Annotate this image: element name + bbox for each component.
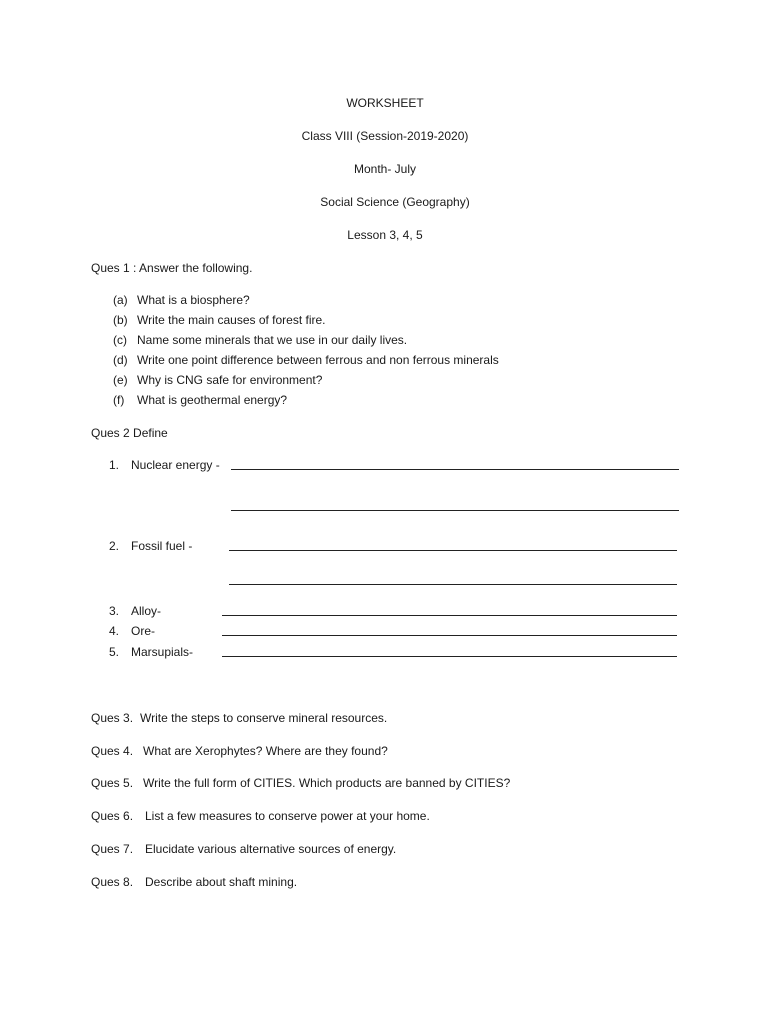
q1-item-d: Write one point difference between ferrous and non ferrous minerals bbox=[137, 353, 499, 367]
answer-line[interactable] bbox=[231, 469, 679, 470]
q2-term-ore: Ore- bbox=[131, 624, 155, 638]
q1-marker: (d) bbox=[113, 353, 128, 367]
answer-line[interactable] bbox=[222, 656, 677, 657]
question-text: Write the steps to conserve mineral resources. bbox=[140, 711, 388, 725]
answer-line[interactable] bbox=[222, 615, 677, 616]
q2-term-nuclear-energy: Nuclear energy - bbox=[131, 458, 220, 472]
question-label: Ques 6. bbox=[91, 809, 134, 823]
answer-line[interactable] bbox=[229, 584, 677, 585]
q2-marker: 2. bbox=[109, 539, 120, 553]
question-text: What are Xerophytes? Where are they found? bbox=[143, 744, 388, 758]
question-label: Ques 4. bbox=[91, 744, 134, 758]
q2-term-fossil-fuel: Fossil fuel - bbox=[131, 539, 193, 553]
subject-label: Social Science (Geography) bbox=[320, 195, 470, 209]
question-text: Elucidate various alternative sources of energy. bbox=[145, 842, 397, 856]
q2-term-alloy: Alloy- bbox=[131, 604, 162, 618]
question-label: Ques 3. bbox=[91, 711, 134, 725]
q1-marker: (f) bbox=[113, 393, 125, 407]
answer-line[interactable] bbox=[222, 635, 677, 636]
q1-marker: (e) bbox=[113, 373, 128, 387]
lesson-label: Lesson 3, 4, 5 bbox=[347, 228, 423, 242]
answer-line[interactable] bbox=[229, 550, 677, 551]
question-text: Write the full form of CITIES. Which products are banned by CITIES? bbox=[143, 776, 511, 790]
q1-item-b: Write the main causes of forest fire. bbox=[137, 313, 326, 327]
q1-marker: (c) bbox=[113, 333, 127, 347]
q1-heading: Ques 1 : Answer the following. bbox=[91, 261, 253, 275]
q2-marker: 5. bbox=[109, 645, 120, 659]
q1-item-f: What is geothermal energy? bbox=[137, 393, 288, 407]
q2-heading: Ques 2 Define bbox=[91, 426, 168, 440]
question-label: Ques 5. bbox=[91, 776, 134, 790]
q2-marker: 1. bbox=[109, 458, 120, 472]
month-label: Month- July bbox=[353, 162, 417, 176]
q1-marker: (b) bbox=[113, 313, 128, 327]
answer-line[interactable] bbox=[231, 510, 679, 511]
q1-item-e: Why is CNG safe for environment? bbox=[137, 373, 323, 387]
question-label: Ques 8. bbox=[91, 875, 134, 889]
q1-item-a: What is a biosphere? bbox=[137, 293, 250, 307]
question-text: Describe about shaft mining. bbox=[145, 875, 298, 889]
question-label: Ques 7. bbox=[91, 842, 134, 856]
q1-item-c: Name some minerals that we use in our daily lives. bbox=[137, 333, 408, 347]
q2-marker: 3. bbox=[109, 604, 120, 618]
question-text: List a few measures to conserve power at your home. bbox=[145, 809, 430, 823]
worksheet-title: WORKSHEET bbox=[346, 96, 424, 110]
q2-term-marsupials: Marsupials- bbox=[131, 645, 194, 659]
q1-marker: (a) bbox=[113, 293, 128, 307]
class-session: Class VIII (Session-2019-2020) bbox=[301, 129, 469, 143]
q2-marker: 4. bbox=[109, 624, 120, 638]
